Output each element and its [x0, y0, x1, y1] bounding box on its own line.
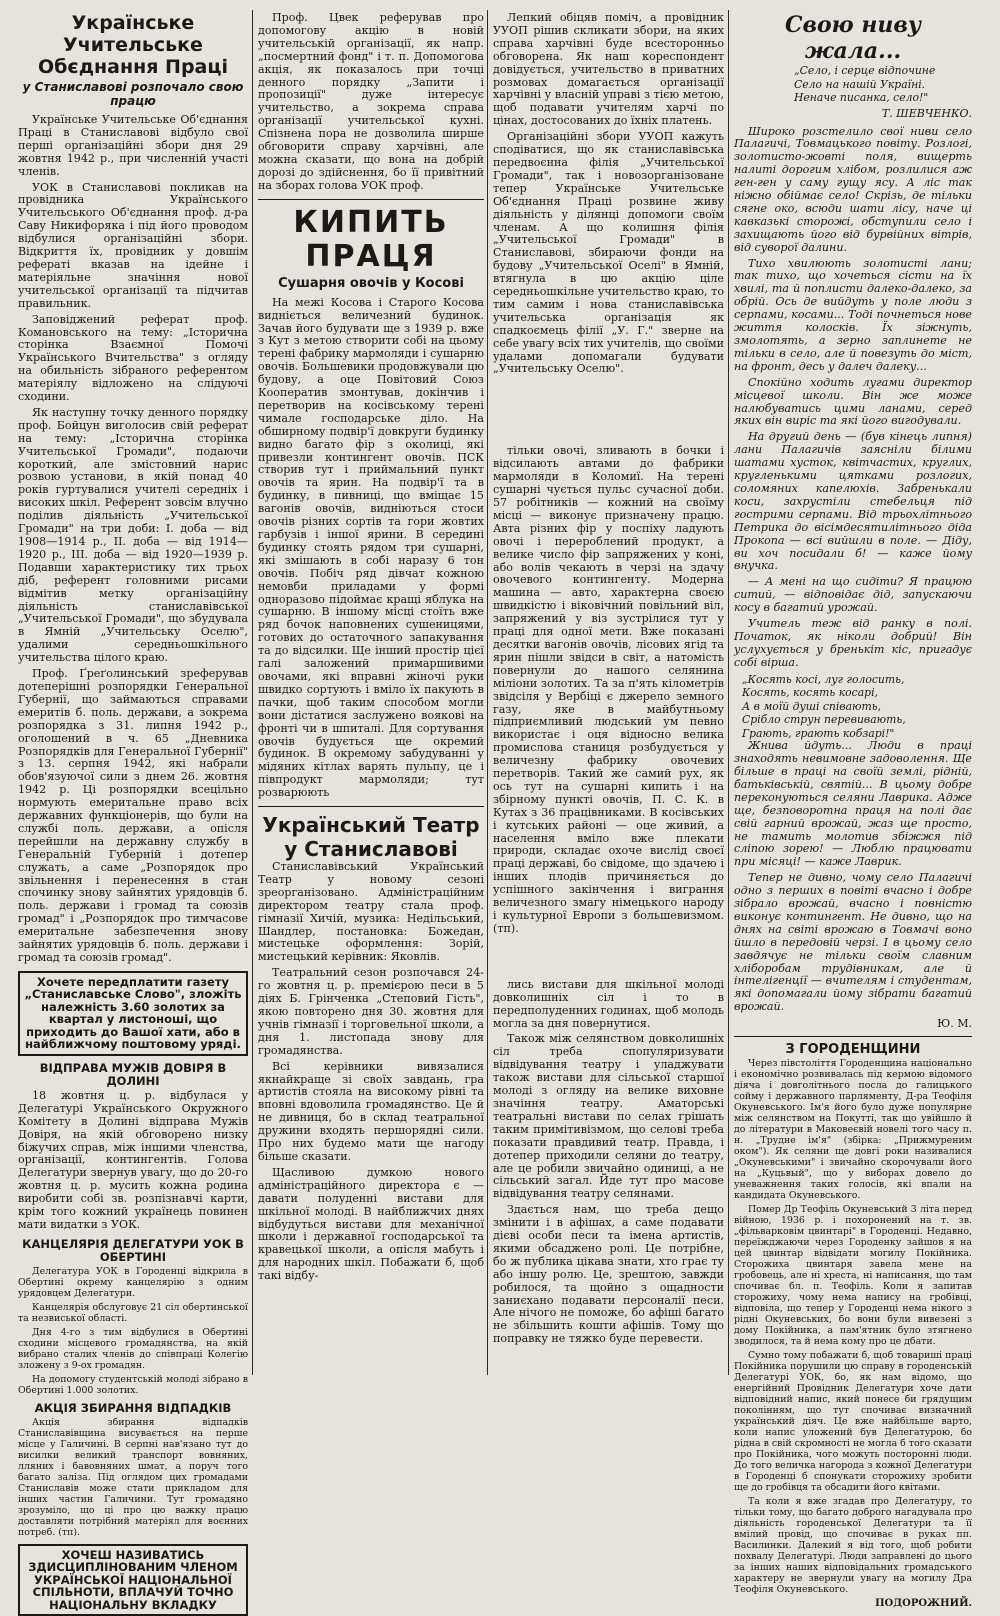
article-paragraph: тільки овочі, зливають в бочки і відсилають автами до фабрики мармоляди в Коломиї. На терені сушарні чується пульс сучасної доби. 57 робітників — кожний на своїму місці — виконує призначену працю. Авта різних фір у поспіху ладують овочі і перероблений продукт, а велике число фір запряжених у коні, або волів чекають в черзі на здачу овочевого контингенту. Модерна машина — авто, характерна своєю швидкістю і віковічний повільний віл, запряжений у віз зустрілися тут у праці для одної мети. Вже показані десятки вагонів овочів, лісових ягід та ярин пішли звідси в світ, а натомість повернули до нашого селянина міліони золотих. Та за п'ять кілометрів звідсіля у Вербіці є джерело земного газу, яке в майбутньому підприємливий людський ум певно використає і оця відносно велика промислова станиця розбудується у величезну фабрику овочевих перетворів. Такий же самий рух, як ось тут на сушарні кипить і на збірному пункті овочів, П. С. К. в Кутах з 36 працівниками. В косівських і кутських районі — оце живий, а населення вміло вже плекати природи, складає охоче вислід своєї праці державі, бо свідоме, що здачею і інших плодів причиняється до успішного закінчення і виграння величезного змагу німецького народу і культурної Европи з большевизмом. (тп). [493, 444, 724, 935]
headline-harvest: Свою ниву жала... [785, 12, 921, 64]
article-paragraph: Проф. Цвек реферував про допомогову акцію в новій учительській організації, як напр. „посмертний фонд" і т. п. Допомогова акція, як показалось при точці денного порядку „Запити і пропозиції" дуже інтересує учительство, а зокрема справа організації учительської кухні. Спізнена пора не дозволила ширше обговорити справу харчівні, але можна сказати, що вона на добрій дорозі до здійснення, бо її привітний на зборах голова УОК проф. [258, 11, 484, 192]
subhead-teachers-union: у Станиславові розпочало свою працю [22, 80, 244, 108]
article-paragraph: Всі керівники вивязалися якнайкраще зі своїх завдань, гра артистів стояла на високому рівні та вповні вдоволила громадянство. Це й не дивниця, бо в склад театральної дружини входять першорядні сили. Про них будемо мати ще нагоду більше сказати. [258, 1059, 484, 1163]
article-paragraph: Тепер не дивно, чому село Палагичі одно з перших в повіті вчасно і добре зібрало врожай, вчасно і повністю виконує контингент. Не дивно, що на днях на світі врожаю в Товмачі воно йшло в передовій черзі. І в цьому село завдячує не тільки своїм славним хліборобам трудівникам, але й інтелігенції — вчителям і студентам, які допомагали йому зібрати багатий врожай. [734, 871, 972, 1014]
national-contribution-notice: ХОЧЕШ НАЗИВАТИСЬ ЗДИСЦИПЛІНОВАНИМ ЧЛЕНОМ УКРАЇНСЬКОЇ НАЦІОНАЛЬНОЇ СПІЛЬНОТИ, ВПЛАЧУЙ ТОЧНО НАЦІОНАЛЬНУ ВКЛАДКУ [18, 1544, 248, 1616]
column-divider [252, 10, 253, 1375]
article-paragraph: Жнива йдуть... Люди в праці знаходять невимовне задоволення. Ще більше в праці на своїй землі, рідній, батьківській, святій... В цьому добре переконуються селяни Лаврика. Адже ще, безповоротна праця на полі дає свій гарний врожай, жаз ще просто, не тамить молотив збіжжя під сліпою зорею! — Люблю працювати при місяці! — каже Лаврик. [734, 739, 972, 869]
subhead-fruit-drying: Сушарня овочів у Косові [278, 275, 464, 291]
article-paragraph: Організаційні збори УУОП кажуть сподіватися, що як станиславівська передвоєнна філія „Учительської Громади", так і новозорганізоване тепер Українське Учительське Об'єднання Праці розвине живу діяльність у ділянці допомоги своїм членам. А що колишня філія „Учительської Громади" в Станиславові, збираючи фонди на будову „Учительської Оселі" в Ямній, втягнула в цю акцію ціле середньошкільне учительство краю, то тим самим і нова станиславівська учительська організація як спадкоємець філії „У. Г." зверне на себе увагу всіх тих учителів, що своїми удалами допомагали будувати „Учительську Оселю". [493, 130, 724, 376]
article-paragraph: Сумно тому побажати б, щоб товариші праці Покійника порушили цю справу в городенській Делегатурі УОК, бо, як нам відомо, що енергійний Провідник Делегатури хоче дати відповідний напис, який понесе би грядущим поколінням, що тут спочиває визначний український діяч. Це вже найбільше варто, коли напис уложений був Делегатурою, бо рідна в свій скромності не могла б того сказати про Покійника, чого можуть посторонні люди. До того величка нагорода з кожної Делегатури в Городенці б спонукати сторожиху зробити ще до гробівця та обсадити його квітами. [734, 1350, 972, 1494]
article-paragraph: Здається нам, що треба дещо змінити і в афішах, а саме подавати дієві особи песи та імена артистів, якими обсаджено ролі. Це потрібне, бо ж публика цікава знати, хто грає ту або іншу ролю. Це, зрештою, завжди робилося, та щойно з ощадности заниєхано подавати персоналії песи. Але нічого не поможе, бо афіші багато не збільшить кошти афішів. Тому що поправку не тяжко буде перевести. [493, 1203, 724, 1346]
article-paragraph: Станиславівський Український Театр у новому сезоні зреорганізовано. Адміністраційним директором театру стала проф. гімназії Хичій, музика: Недільський, Шандлер, постановка: Божедан, мистецьке оформлення: Зорій, мистецький керівник: Яковлів. [258, 860, 484, 964]
separator [258, 806, 484, 807]
section-heading: КАНЦЕЛЯРІЯ ДЕЛЕГАТУРИ УОК В ОБЕРТИНІ [22, 1236, 244, 1264]
column-1 [18, 12, 248, 1612]
column-4 [734, 12, 972, 1610]
section-heading: АКЦІЯ ЗБИРАННЯ ВІДПАДКІВ [34, 1400, 232, 1415]
headline-teachers-union: Українське Учительське Обєднання Праці [38, 12, 228, 78]
article-paragraph: Театральний сезон розпочався 24-го жовтня ц. р. премієрою песи в 5 діях Б. Грінченка „Степовий Гість", якою повторено дня 30. жовтня для учнів гімназії і торговельної школи, а дня 1. листопада знову для громадянства. [258, 966, 484, 1057]
article-paragraph: Спокійно ходить лугами директор місцевої школи. Він же може налюбуватись цими ланами, серед яких він виріс та які його вигодували. [734, 375, 972, 428]
section-heading: З ГОРОДЕНЩИНИ [785, 1042, 921, 1058]
headline-theatre: Український Театр у Станиславові [262, 813, 480, 862]
section-heading: ВІДПРАВА МУЖІВ ДОВІРЯ В ДОЛИНІ [39, 1060, 227, 1088]
column-divider [487, 10, 488, 1375]
article-paragraph: Помер Др Теофіль Окуневський 3 літа перед війною, 1936 р. і похоронений на т. зв. „фільварковім цвинтарі" в Городенці. Недавно, переїжджаючи через Городенку зайшов я на цей цвинтар відвідати могилу Покійника. Сторожиха цвинтаря завела мене на гробовець, але ні хреста, ні написання, що там спочиває бл. п. Теофіль. Коли я запитав сторожиху, чому нема напису на гробівці, відповіла, що тепер у Городенці нема нікого з рідні Окуневських, бо вони були вивезені з дому Покійника, а пам'ятник було зтягнено зводилося, та й нема кому про це дбати. [734, 1204, 972, 1348]
poem-quote: „Косять косі, луг голосить, Косять, косять косарі, А в моїй душі співають, Срібло струн перевивають, Грають, грають кобзарі!" [742, 672, 906, 740]
article-paragraph: Щасливою думкою нового адміністраційного директора є — давати полуденні вистави для шкільної молоді. В найближчих днях відбудуться вистави для механічної школи і державної господарської та кравецької школи, а опісля мабуть і для народних шкіл. Побажати б, щоб такі відбу- [258, 1165, 484, 1283]
article-paragraph: Широко розстелило свої ниви село Палагичі, Товмацького повіту. Розлогі, золотисто-жовті поля, вищерть налиті дорогим хлібом, розлилися аж ген-ген у саму гущу ясу. А ліс так ніжно обіймає село! Скрізь, де тільки сягне око, всюди шати лісу, наче ці кавказькі сторожі, обступили село і захищають його від бурвійних вітрів, від суворої далини. [734, 124, 972, 254]
column-3 [493, 12, 724, 1372]
article-paragraph: Акція збирання відпадків Станиславівщина висувається на перше місце у Галичині. В серпні нав'язано тут до висилки великий транспорт вовняних, лляних і бавовняних шмат, а поруч того багато заліза. Під оглядом цих громадами Станиславів може стати прикладом для інших частин Галичини. Тут громадяно зрозуміло, що ці про цю важку працю доставляти потрібний матеріял для воєнних потреб. (тп). [18, 1416, 248, 1538]
article-paragraph: Українське Учительське Об'єднання Праці в Станиславові відбуло свої перші організаційні збори дня 29 жовтня 1942 р., при численній участі членів. [18, 113, 248, 178]
article-paragraph: Лепкий обіцяв поміч, а провідник УУОП рішив скликати збори, на яких справа харчівні буде всесторонньо обговорена. Як наш кореспондент довідується, учительство в приватних розмовах домагається організації харчівні у власній управі з тією метою, щоб подавати учителям харчі по цінах, достосованих до їхніх платень. [493, 11, 724, 128]
column-2 [258, 12, 484, 1372]
article-paragraph: Учитель теж від ранку в полі. Початок, як ніколи добрий! Він услухується у бренькіт кіс, пригадує собі вірша. [734, 617, 972, 669]
article-paragraph: Через півстоліття Городенщина національно і економічно розвивалась під кермою відомого діяча і довголітнього посла до галицького сойму і державного парляменту, Д-ра Теофіля Окуневського. Ім'я його було дуже популярне між селянством на Покутті, так що увійшло й до літератури в Маковеєвій новелі того часу п. н. „Трудне ім'я" (збірка: „Прижмуреним оком"). Як селяни ще довгі роки називалися „Окуневськими" і звичайно скорочували його на „Куцьвый", що у виборах довело до уневажнення таких голосів, які впали на кандидата Окуневського. [734, 1058, 972, 1202]
article-paragraph: Також між селянством довколишніх сіл треба спопуляризувати відвідування театру і уладжувати також вистави для сільської старшої молоді з огляду на велике виховне значіння театру. Аматорські театральні вистави по селах грішать таким примітивізмом, що селові треба показати правдивий театр. Правда, і дотепер приходили селяни до театру, але це робили звичайно одиниці, а не сільський загал. Йде тут про масове відвідування театру селянами. [493, 1032, 724, 1201]
author-signature: Ю. М. [937, 1017, 972, 1031]
article-paragraph: Проф. Ґреґолинський зреферував дотеперішні розпорядки Генеральної Губернії, що займаються справами емеритів б. поль. держави, а зокрема розпорядка з 31. липня 1942 р., оголошений в ч. 65 „Дневника Розпорядків для Генеральної Губернії" з 13. серпня 1942, які набрали обов'язуючої сили з днем 26. жовтня 1942 р. Ці розпорядки всецільно нормують емеритальне право всіх державних функціонерів, що були на службі поль. держави, а опісля перейшли на державну службу в Генеральній Губерній і дотепер служать, а саме „Розпорядок про звільнення і перенесення в стан спочинку знову зайнятих урядовців б. поль. держави і громад та союзів громад" і „Розпорядок про тимчасове емеритальне забезпечення знову зайнятих урядовців б. поль. держави і громад та союзів громад". [18, 667, 248, 964]
epigraph: „Село, і серце відпочине Село на нашій Україні. Неначе писанка, село!" [794, 64, 936, 104]
column-divider [728, 10, 729, 1375]
article-paragraph: На межі Косова і Старого Косова видніється величезний будинок. Зачав його будувати ще з 1939 р. вже з Кут з метою створити собі на цьому терені фабрику мармоляди і сушарню овочів. Большевики продовжували цю будову, а оце Повітовий Союз Кооператив змонтував, докінчив і перетворив на косівському терені чимале господарське діло. На обширному подвір'ї довкруги будинку видно багато фір з околиці, які привезли контингент овочів. ПСК створив тут і приймальний пункт овочів та ярин. На подвір'ї та в будинку, в пивниці, що вміщає 15 вагонів овочів, видніються стоси овочів різних сортів та гори жовтих гарбузів і іншої ярини. В середині будинку стоять рядом три сушарні, які змішають в собі наразу 6 тон овочів. Побіч ряд дівчат кожною немовби приладами у формі одноразово підоймає кращі яблука на сушарню. В іншому місці стоїть вже ряд бочок наповнених сушеницями, готових до остаточного запакування та до відсилки. Ще інший простір цієї галі заложений примаршивими овочами, які вправні жіночі руки швидко сортують і вміло їх пакують в пачки, щоб таким способом могли вони дістатися заслужено воякові на фронті чи в шпиталі. Для сортування овочів будується ще окремий будинок. В окремому забудуванні у мідяних кітлах варять пульпу, це і півпродукт мармоляди; тут розварюють [258, 295, 484, 800]
obertyn-notes: Делегатура УОК в Городенці відкрила в Обертині окрему канцелярію з одним урядовцем Делегатури. Канцелярія обслуговує 21 сіл обертинської та незвиської області. Дня 4-го з тим відбулися в Обертині сходини місцевого громадянства, на якій вибрано сталих членів до співпраці Колегію зложену з 9-ох громадян. На допомогу студентській молоді зібрано в Обертині 1.000 золотих. [18, 1265, 248, 1396]
article-paragraph: УОК в Станиславові покликав на провідника Українського Учительського Об'єднання проф. д-ра Саву Никифоряка і під його проводом відбулися організаційні збори. Відкриття їх, провідник у довшім рефераті вказав на ідейне і матеріяльне значіння нової учительської організації та підчитав правильник. [18, 180, 248, 310]
article-paragraph: Як наступну точку денного порядку проф. Бойцун виголосив свій реферат на тему: „Історична сторінка Учительської Громади", подаючи короткий, але змістовний нарис розвою установи, в якій понад 40 років гуртувалися учителі середніх і високих шкіл. Референт зовсім влучно поділив діяльність „Учительської Громади" на три доби: І. доба — від 1908—1914 р., II. доба — від 1914—1920 р., III. доба — від 1920—1939 р. Подавши характеристику тих трьох діб, референт головними рисами відмітив метку організаційну діяльність станиславівської „Учительської Громади", що збудувала в Ямній „Учительську Оселю", удалими середньошкільного учительства цілого краю. [18, 405, 248, 665]
article-paragraph: Тихо хвилюють золотисті лани; так тихо, що хочеться сісти на їх хвилі, та й поплисти далеко-далеко, за обрій. Ось де вийдуть у поле люди з серпами, косами... Тоді почнеться нове життя колосків. Їх зіжнуть, змолотять, а зерно заплинете не тільки в село, але й повезуть до міст, на фронт, десь у далеч далеку... [734, 256, 972, 373]
subscription-notice: Хочете передплатити газету „Станиславське Слово", зложіть належність 3.60 золотих за квартал у листоноші, що приходить до Вашої хати, або в найближчому поштовому уряді. [18, 971, 248, 1056]
article-paragraph: лись вистави для шкільної молоді довколишніх сіл і то в передполуденних годинах, щоб молодь могла за дня повернутися. [493, 977, 724, 1030]
author-signature: ПОДОРОЖНИЙ. [875, 1598, 972, 1610]
article-paragraph: 18 жовтня ц. р. відбулася у Делегатурі Українського Окружного Комітету в Долині відправа Мужів Довіря, на якій обговорено низку біжучих справ, між іншими членства, організації, контингентів. Голова Делегатури звернув увагу, що до 20-го жовтня ц. р. мусить кожна родина виробити собі зв. розпізнавчі карти, крім того кожний українець повинен мати видатки з УОК. [18, 1088, 248, 1231]
article-paragraph: На другий день — (був кінець липня) лани Палагичів заясніли білими шатами хусток, квітчастих, круглих, кругленькими цятками розлогих, соломяних капелюхів. Забренькали коси, захрустіли стебельця під гострими серпами. Від трьохлітнього Петрика до вісімдесятилітнього діда Прокопа — всі вийшли в поле. — Діду, ви хоч посидали б! — каже йому внучка. [734, 430, 972, 573]
separator [258, 199, 484, 200]
headline-work-boils: КИПИТЬ ПРАЦЯ [293, 204, 449, 274]
article-paragraph: — А мені на що сидіти? Я працюю ситий, — відповідає дід, запускаючи косу в багатий урожай. [734, 575, 972, 615]
epigraph-author: Т. ШЕВЧЕНКО. [881, 106, 972, 120]
article-paragraph: Заповіджений реферат проф. Комановського на тему: „Історична сторінка Взаємної Помочі Українського Вчительства" з огляду на обильність зібраного референтом матеріялу відложено на слідуючі сходини. [18, 312, 248, 404]
separator [734, 1036, 972, 1037]
article-paragraph: Та коли я вже згадав про Делегатуру, то тільки тому, що багато доброго нагадувала про діяльність городенської Делегатури та її вмілий провід, що спочиває в руках пп. Василинки. Далекий я від того, щоб робити похвалу Делегатурі. Люди заправлені до цього за інших наших відповідальних громадського характеру не звернули увагу на могилу Дра Теофіля Окуневського. [734, 1496, 972, 1596]
